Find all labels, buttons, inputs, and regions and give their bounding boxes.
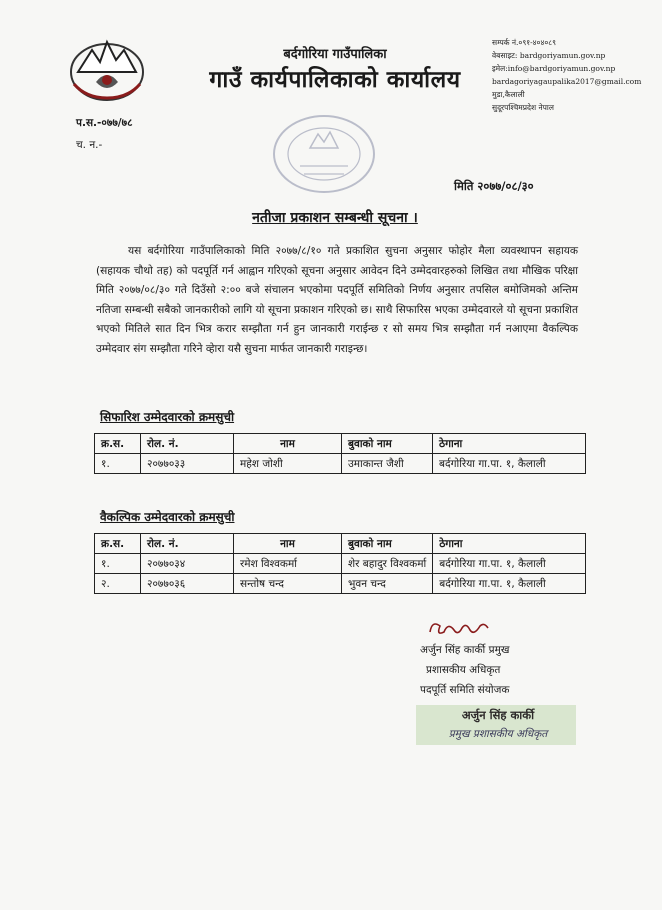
contact-block: [492, 36, 660, 114]
cell-name: सन्तोष चन्द: [234, 574, 342, 594]
column-header-serial: क्र.स.: [95, 434, 141, 454]
cell-address: बर्दगोरिया गा.पा. १, कैलाली: [433, 454, 586, 474]
recommended-list-title: सिफारिश उम्मेदवारको क्रमसुची: [100, 410, 235, 424]
contact-email-alt: bardagoriyagaupalika2017@gmail.com: [492, 77, 642, 86]
table-row: [95, 454, 586, 474]
column-header-father: बुवाको नाम: [342, 434, 433, 454]
column-header-address: ठेगाना: [433, 534, 586, 554]
signature-block: [420, 640, 590, 700]
column-header-roll: रोल. नं.: [141, 534, 234, 554]
signatory-name: अर्जुन सिंह कार्की प्रमुख: [420, 644, 510, 656]
column-header-name: नाम: [234, 534, 342, 554]
column-header-father: बुवाको नाम: [342, 534, 433, 554]
cell-name: महेश जोशी: [234, 454, 342, 474]
cell-father: भुवन चन्द: [342, 574, 433, 594]
alternate-table: [94, 533, 586, 594]
notice-body: यस बर्दगोरिया गाउँपालिकाको मिति २०७७/८/१० गते प्रकाशित सुचना अनुसार फोहोर मैला व्यवस्थापन सहायक (सहायक चौथो तह) को पदपूर्ति गर्न आह्वान गरिएको सूचना अनुसार आवेदन दिने उम्मेदवारहरुको लिखित तथा मौखिक परिक्षा मिति २०७७/०८/३० गते दिउँसो २:०० बजे संचालन भएकोमा पदपूर्ति समितिको निर्णय अनुसार तपसिल बमोजिमको अन्तिम नतिजा सम्बन्धी सबैको जानकारीको लागि यो सूचना प्रकाशन गरिएको छ। साथै सिफारिस भएका उम्मेदवारले यो सूचना प्रकाशित भएको मितिले सात दिन भित्र करार सम्झौता गर्न हुन जानकारी गराईन्छ र सो समय भित्र सम्झौता गर्न नआएमा वैकल्पिक उम्मेदवार संग सम्झौता गरिने व्हेारा यसै सुचना मार्फत जानकारी गराइन्छ।: [96, 245, 578, 355]
table-header-row: [95, 434, 586, 454]
column-header-address: ठेगाना: [433, 434, 586, 454]
patra-sankhya: प.स.-०७७/७८: [76, 117, 133, 129]
cell-father: शेर बहादुर विश्वकर्मा: [342, 554, 433, 574]
contact-email: इमेल:info@bardgoriyamun.gov.np: [492, 64, 616, 73]
cell-name: रमेश विश्वकर्मा: [234, 554, 342, 574]
cell-address: बर्दगोरिया गा.पा. १, कैलाली: [433, 574, 586, 594]
office-name: बर्दगोरिया गाउँपालिका: [283, 47, 387, 62]
cell-serial: १.: [95, 454, 141, 474]
column-header-name: नाम: [234, 434, 342, 454]
cell-roll: २०७७०३४: [141, 554, 234, 574]
contact-phone: सम्पर्क नं.०९१-४०४०८९: [492, 38, 557, 47]
chalani-number: च. न.-: [76, 139, 103, 151]
government-emblem-logo: [66, 32, 148, 104]
alternate-list-title: वैकल्पिक उम्मेदवारको क्रमसुची: [100, 510, 235, 524]
table-row: [95, 574, 586, 594]
contact-place: मुडा,कैलाली: [492, 90, 525, 99]
table-header-row: [95, 534, 586, 554]
notice-subject: नतीजा प्रकाशन सम्बन्धी सूचना ।: [252, 210, 418, 226]
contact-website: वेबसाइट: bardgoriyamun.gov.np: [492, 51, 606, 60]
column-header-serial: क्र.स.: [95, 534, 141, 554]
seal-title: प्रमुख प्रशासकीय अधिकृत: [448, 728, 548, 740]
cell-roll: २०७७०३६: [141, 574, 234, 594]
column-header-roll: रोल. नं.: [141, 434, 234, 454]
recommended-table: [94, 433, 586, 474]
cell-serial: १.: [95, 554, 141, 574]
seal-name: अर्जुन सिंह कार्की: [461, 708, 535, 722]
contact-province: सुदूरपश्चिमप्रदेश नेपाल: [492, 103, 554, 112]
signatory-title: प्रशासकीय अधिकृत: [426, 664, 501, 676]
reference-block: [76, 112, 133, 156]
cell-roll: २०७७०३३: [141, 454, 234, 474]
notice-date: मिति २०७७/०८/३०: [454, 179, 534, 193]
table-row: [95, 554, 586, 574]
cell-father: उमाकान्त जैशी: [342, 454, 433, 474]
office-stamp-watermark: [266, 108, 382, 196]
cell-address: बर्दगोरिया गा.पा. १, कैलाली: [433, 554, 586, 574]
signatory-role: पदपूर्ति समिति संयोजक: [420, 684, 510, 696]
cell-serial: २.: [95, 574, 141, 594]
office-title: गाउँ कार्यपालिकाको कार्यालय: [209, 67, 461, 93]
handwritten-signature: [426, 618, 492, 640]
